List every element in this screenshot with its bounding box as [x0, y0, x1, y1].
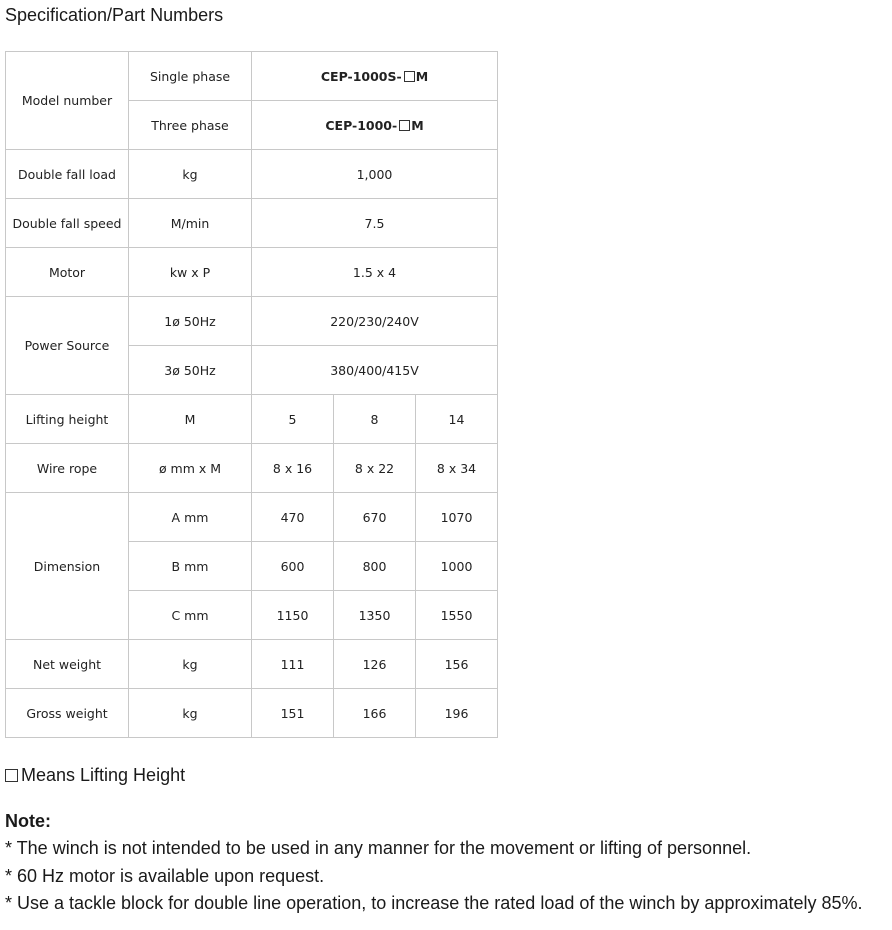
dimension-a-unit: A mm: [129, 493, 252, 542]
motor-label: Motor: [6, 248, 129, 297]
spec-table: [5, 51, 498, 738]
wire-rope-label: Wire rope: [6, 444, 129, 493]
table-cell: 1150: [252, 591, 334, 640]
table-cell: 8: [334, 395, 416, 444]
power-three-value: 380/400/415V: [252, 346, 498, 395]
table-cell: 800: [334, 542, 416, 591]
lifting-height-placeholder-icon: [404, 71, 415, 82]
table-cell: 1550: [416, 591, 498, 640]
power-single-unit: 1ø 50Hz: [129, 297, 252, 346]
table-cell: 8 x 22: [334, 444, 416, 493]
model-number-label: Model number: [6, 52, 129, 150]
three-phase-model: [252, 101, 498, 150]
lifting-height-unit: M: [129, 395, 252, 444]
table-cell: 151: [252, 689, 334, 738]
net-weight-label: Net weight: [6, 640, 129, 689]
three-phase-label: Three phase: [129, 101, 252, 150]
page-title: Specification/Part Numbers: [5, 5, 224, 25]
table-cell: 126: [334, 640, 416, 689]
dimension-c-unit: C mm: [129, 591, 252, 640]
table-cell: 600: [252, 542, 334, 591]
table-cell: 1070: [416, 493, 498, 542]
model-prefix: CEP-1000-: [325, 117, 398, 133]
table-cell: 8 x 16: [252, 444, 334, 493]
motor-unit: kw x P: [129, 248, 252, 297]
power-source-label: Power Source: [6, 297, 129, 395]
lifting-height-placeholder-icon: [5, 769, 18, 782]
table-cell: 670: [334, 493, 416, 542]
gross-weight-unit: kg: [129, 689, 252, 738]
wire-rope-unit: ø mm x M: [129, 444, 252, 493]
table-row: [6, 689, 498, 738]
table-row: [6, 199, 498, 248]
table-row: [6, 493, 498, 542]
legend: [5, 765, 185, 786]
table-row: [6, 395, 498, 444]
model-suffix: M: [411, 117, 424, 133]
net-weight-unit: kg: [129, 640, 252, 689]
lifting-height-label: Lifting height: [6, 395, 129, 444]
power-three-unit: 3ø 50Hz: [129, 346, 252, 395]
lifting-height-placeholder-icon: [399, 120, 410, 131]
table-cell: 196: [416, 689, 498, 738]
table-cell: 1000: [416, 542, 498, 591]
gross-weight-label: Gross weight: [6, 689, 129, 738]
note-line: * The winch is not intended to be used in any manner for the movement or lifting of personnel.: [5, 838, 752, 858]
table-row: [6, 444, 498, 493]
table-row: [6, 150, 498, 199]
note-line: * Use a tackle block for double line operation, to increase the rated load of the winch by approximately 85%.: [5, 893, 863, 913]
table-cell: 166: [334, 689, 416, 738]
model-prefix: CEP-1000S-: [320, 68, 402, 84]
table-cell: 8 x 34: [416, 444, 498, 493]
legend-text: Means Lifting Height: [21, 765, 186, 785]
motor-value: 1.5 x 4: [252, 248, 498, 297]
single-phase-label: Single phase: [129, 52, 252, 101]
double-fall-load-value: 1,000: [252, 150, 498, 199]
double-fall-speed-label: Double fall speed: [6, 199, 129, 248]
table-cell: 470: [252, 493, 334, 542]
power-single-value: 220/230/240V: [252, 297, 498, 346]
table-row: [6, 52, 498, 101]
model-suffix: M: [415, 68, 429, 84]
table-row: [6, 640, 498, 689]
table-cell: 111: [252, 640, 334, 689]
double-fall-speed-unit: M/min: [129, 199, 252, 248]
dimension-b-unit: B mm: [129, 542, 252, 591]
double-fall-load-label: Double fall load: [6, 150, 129, 199]
dimension-label: Dimension: [6, 493, 129, 640]
table-row: [6, 297, 498, 346]
table-cell: 14: [416, 395, 498, 444]
note-title: Note:: [5, 811, 51, 831]
single-phase-model: [252, 52, 498, 101]
double-fall-speed-value: 7.5: [252, 199, 498, 248]
table-cell: 1350: [334, 591, 416, 640]
table-row: [6, 248, 498, 297]
note-line: * 60 Hz motor is available upon request.: [5, 866, 325, 886]
double-fall-load-unit: kg: [129, 150, 252, 199]
table-cell: 5: [252, 395, 334, 444]
table-cell: 156: [416, 640, 498, 689]
